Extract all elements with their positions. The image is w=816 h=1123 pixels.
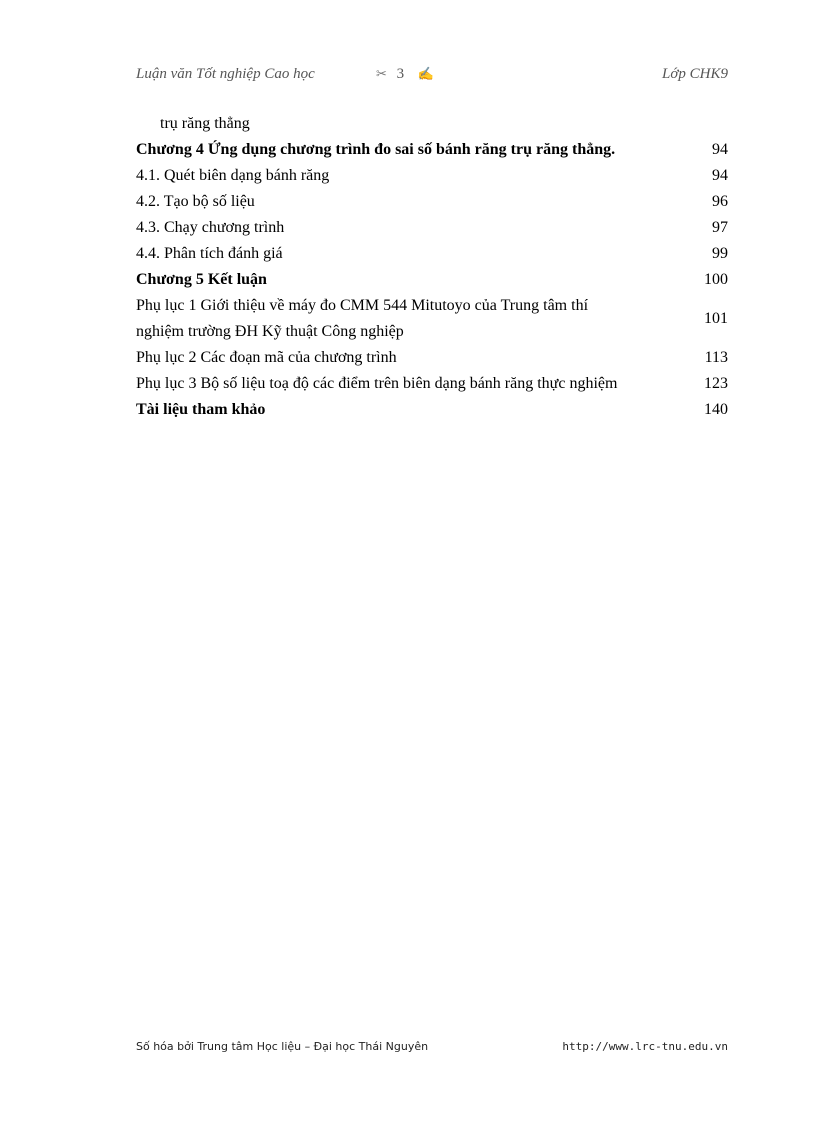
toc-entry-page: 100 [704, 271, 728, 288]
toc-entry-page: 99 [712, 245, 728, 262]
toc-entry-4-1[interactable] [136, 163, 728, 189]
toc-entry-title: Tài liệu tham khảo [136, 401, 266, 418]
toc-entry-page: 113 [704, 349, 728, 366]
toc-entry-page: 101 [704, 310, 728, 327]
toc-entry-title: 4.1. Quét biên dạng bánh răng [136, 167, 330, 184]
scissors-icon: ✂ [376, 66, 387, 81]
toc-entry-4-3[interactable] [136, 215, 728, 241]
toc-continuation-text: trụ răng thẳng [160, 115, 250, 132]
toc-entry-title: Chương 5 Kết luận [136, 271, 267, 288]
footer-digitized-by: Số hóa bởi Trung tâm Học liệu – Đại học Thái Nguyên [136, 1040, 429, 1053]
toc-entry-title: Chương 4 Ứng dụng chương trình đo sai số bánh răng trụ răng thẳng. [136, 141, 616, 158]
toc-entry-title-line1: Phụ lục 1 Giới thiệu về máy đo CMM 544 Mitutoyo của Trung tâm thí [136, 297, 589, 314]
toc-entry-title-line2: nghiệm trường ĐH Kỹ thuật Công nghiệp [136, 323, 404, 340]
header-thesis-title: Luận văn Tốt nghiệp Cao học [136, 66, 315, 82]
toc-entry-title [136, 293, 696, 345]
page-header [136, 66, 728, 88]
toc-entry-appendix-1[interactable] [136, 293, 728, 345]
toc-entry-page: 140 [704, 401, 728, 418]
toc-entry-4-4[interactable] [136, 241, 728, 267]
toc-entry-title: Phụ lục 2 Các đoạn mã của chương trình [136, 349, 397, 366]
page-footer [136, 1040, 728, 1058]
footer-website-link[interactable]: http://www.lrc-tnu.edu.vn [562, 1040, 728, 1053]
toc-entry-4-2[interactable] [136, 189, 728, 215]
toc-entry-page: 123 [704, 375, 728, 392]
toc-entry-title: Phụ lục 3 Bộ số liệu toạ độ các điểm trên biên dạng bánh răng thực nghiệm [136, 375, 618, 392]
toc-entry-appendix-3[interactable] [136, 371, 728, 397]
toc-entry-title: 4.2. Tạo bộ số liệu [136, 193, 255, 210]
header-class-label: Lớp CHK9 [662, 66, 728, 82]
toc-entry-references[interactable] [136, 397, 728, 423]
toc-entry-chapter-4[interactable] [136, 137, 728, 163]
toc-entry-page: 96 [712, 193, 728, 210]
toc-entry-page: 94 [712, 167, 728, 184]
toc-entry-page: 94 [712, 141, 728, 158]
toc-entry-title: 4.3. Chạy chương trình [136, 219, 285, 236]
header-page-number-group [376, 66, 434, 83]
toc-entry-appendix-2[interactable] [136, 345, 728, 371]
toc-continuation-line [136, 111, 728, 137]
header-page-number: 3 [396, 66, 405, 82]
writing-hand-icon: ✍ [417, 66, 435, 81]
table-of-contents [136, 111, 728, 423]
toc-entry-chapter-5[interactable] [136, 267, 728, 293]
toc-entry-page: 97 [712, 219, 728, 236]
toc-entry-title: 4.4. Phân tích đánh giá [136, 245, 283, 262]
